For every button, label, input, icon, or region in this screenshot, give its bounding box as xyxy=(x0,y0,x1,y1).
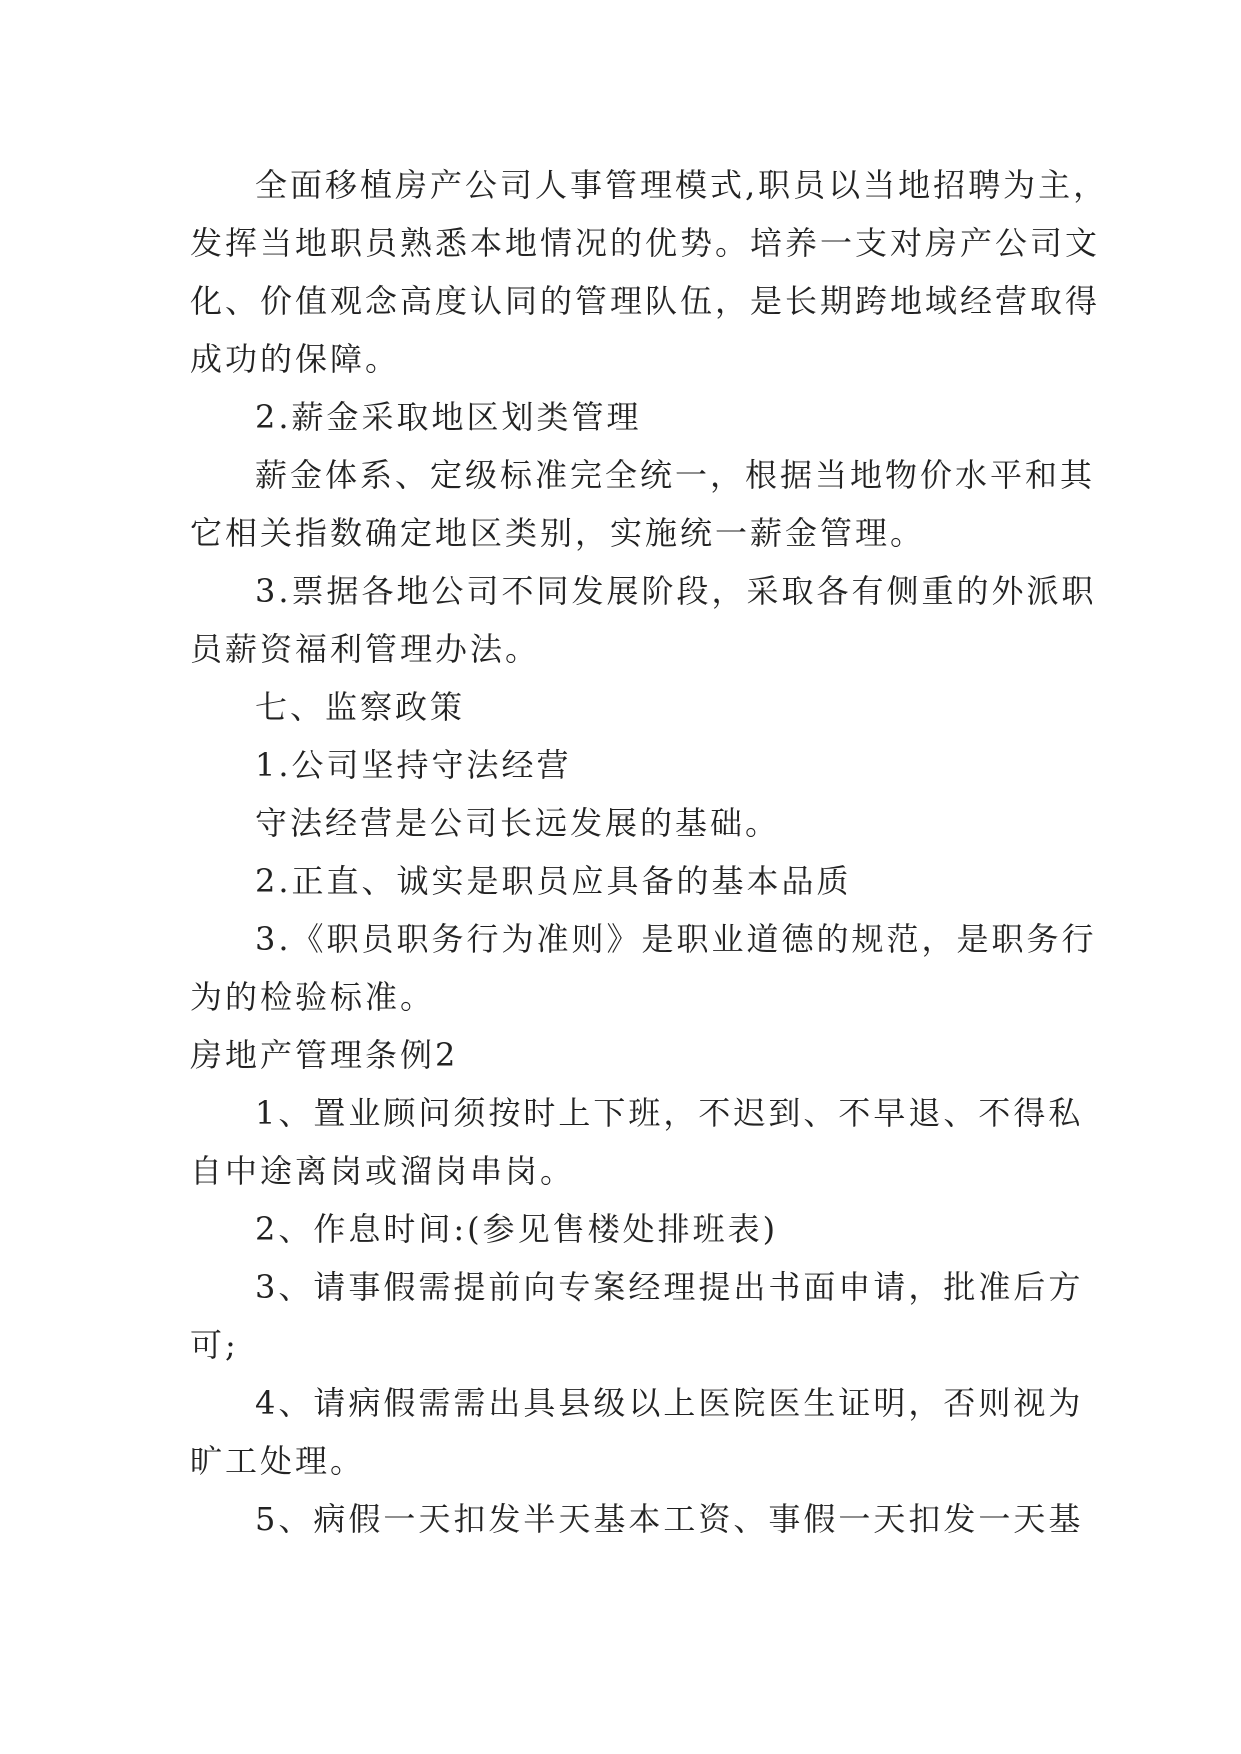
paragraph-line: 它相关指数确定地区类别，实施统一薪金管理。 xyxy=(190,514,926,552)
paragraph-line: 旷工处理。 xyxy=(190,1442,366,1480)
section-heading: 2.正直、诚实是职员应具备的基本品质 xyxy=(255,862,852,900)
paragraph-line: 守法经营是公司长远发展的基础。 xyxy=(255,804,781,842)
paragraph-line: 成功的保障。 xyxy=(190,340,401,378)
paragraph-line: 自中途离岗或溜岗串岗。 xyxy=(190,1152,576,1190)
paragraph-line: 发挥当地职员熟悉本地情况的优势。培养一支对房产公司文 xyxy=(190,224,1101,262)
paragraph-line: 3、请事假需提前向专案经理提出书面申请，批准后方 xyxy=(255,1268,1084,1306)
paragraph-line: 为的检验标准。 xyxy=(190,978,436,1016)
paragraph-line: 2、作息时间:(参见售楼处排班表) xyxy=(255,1210,779,1248)
paragraph-line: 薪金体系、定级标准完全统一，根据当地物价水平和其 xyxy=(255,456,1096,494)
paragraph-line: 3.票据各地公司不同发展阶段，采取各有侧重的外派职 xyxy=(255,572,1097,610)
section-heading: 2.薪金采取地区划类管理 xyxy=(255,398,642,436)
paragraph-line: 员薪资福利管理办法。 xyxy=(190,630,541,668)
section-heading: 1.公司坚持守法经营 xyxy=(255,746,572,784)
paragraph-line: 化、价值观念高度认同的管理队伍，是长期跨地域经营取得 xyxy=(190,282,1101,320)
paragraph-line: 1、置业顾问须按时上下班，不迟到、不早退、不得私 xyxy=(255,1094,1084,1132)
paragraph-line: 5、病假一天扣发半天基本工资、事假一天扣发一天基 xyxy=(255,1500,1084,1538)
paragraph-line: 可; xyxy=(190,1326,239,1364)
paragraph-line: 全面移植房产公司人事管理模式,职员以当地招聘为主， xyxy=(255,166,1109,204)
section-heading: 七、监察政策 xyxy=(255,688,466,726)
paragraph-line: 3.《职员职务行为准则》是职业道德的规范，是职务行 xyxy=(255,920,1097,958)
paragraph-line: 4、请病假需需出具县级以上医院医生证明，否则视为 xyxy=(255,1384,1084,1422)
document-subtitle: 房地产管理条例2 xyxy=(190,1036,459,1074)
